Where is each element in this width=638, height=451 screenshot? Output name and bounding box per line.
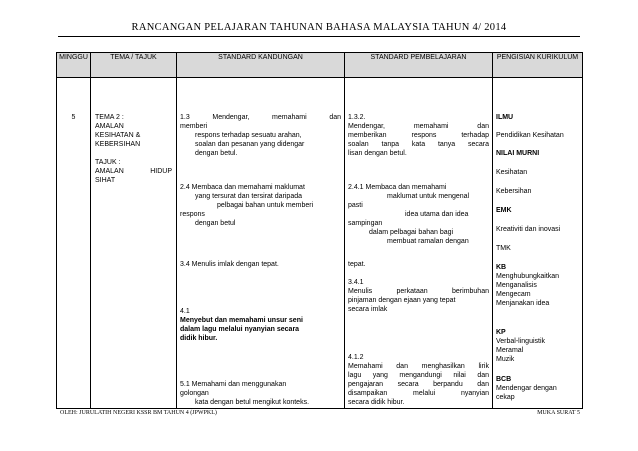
sp-word: soalan bbox=[348, 141, 369, 148]
sp-line: secara didik hibur. bbox=[348, 399, 405, 406]
pengisian-item: TMK bbox=[496, 245, 511, 252]
sp-line: sampingan bbox=[348, 220, 383, 227]
sk-line: didik hibur. bbox=[180, 335, 218, 342]
sp-line: 2.4.1 Membaca dan memahami bbox=[348, 184, 447, 191]
tajuk-word: HIDUP bbox=[150, 168, 172, 175]
sp-word: melalui bbox=[413, 390, 436, 397]
sp-line: membuat ramalan dengan bbox=[387, 238, 469, 245]
sk-word: 1.3 bbox=[180, 114, 190, 121]
pengisian-heading: BCB bbox=[496, 376, 512, 383]
sk-line: 3.4 Menulis imlak dengan tepat. bbox=[180, 261, 279, 268]
sp-line: dalam pelbagai bahan bagi bbox=[369, 229, 454, 236]
table-header-row bbox=[57, 53, 583, 78]
sk-line: yang tersurat dan tersirat daripada bbox=[195, 193, 303, 200]
tajuk-line bbox=[95, 168, 172, 176]
sp-line bbox=[348, 141, 489, 149]
tajuk-word: AMALAN bbox=[95, 168, 124, 175]
pengisian-heading: NILAI MURNI bbox=[496, 150, 540, 157]
cell-tema bbox=[91, 78, 177, 409]
sp-line bbox=[348, 390, 489, 398]
sp-word: dan bbox=[477, 381, 489, 388]
pengisian-item: Kebersihan bbox=[496, 188, 532, 195]
pengisian-heading: ILMU bbox=[496, 114, 514, 121]
tema-line: KESIHATAN & bbox=[95, 132, 141, 139]
tema-line: TEMA 2 : bbox=[95, 114, 124, 121]
sp-line: maklumat untuk mengenal bbox=[387, 193, 470, 200]
sp-word: nyanyian bbox=[460, 390, 489, 397]
header-tema: TEMA / TAJUK bbox=[91, 53, 177, 78]
header-standard-kandungan: STANDARD KANDUNGAN bbox=[177, 53, 345, 78]
pengisian-item: Menghubungkaitkan bbox=[496, 273, 560, 280]
page-title: RANCANGAN PELAJARAN TAHUNAN BAHASA MALAYSIA TAHUN 4/ 2014 bbox=[131, 22, 507, 33]
sp-word: terhadap bbox=[461, 132, 489, 139]
sp-word: kata bbox=[411, 141, 426, 148]
cell-standard-kandungan bbox=[177, 78, 345, 409]
footer-page-number: MUKA SURAT 5 bbox=[537, 410, 580, 416]
sk-line: dengan betul bbox=[195, 220, 236, 227]
pengisian-item: Meramal bbox=[496, 347, 524, 354]
sk-line: soalan dan pesanan yang didengar bbox=[195, 141, 305, 148]
sp-line bbox=[348, 288, 489, 296]
pengisian-item: Mengecam bbox=[496, 291, 531, 298]
sp-line: 4.1.2 bbox=[348, 354, 364, 361]
sk-line: 2.4 Membaca dan memahami maklumat bbox=[180, 184, 305, 191]
pengisian-item: Menjanakan idea bbox=[496, 300, 550, 307]
tajuk-line: SIHAT bbox=[95, 177, 116, 184]
pengisian-item: Menganalisis bbox=[496, 282, 537, 289]
pengisian-heading: EMK bbox=[496, 207, 512, 214]
sk-line: kata dengan betul mengikut konteks. bbox=[195, 399, 310, 406]
header-standard-pembelajaran: STANDARD PEMBELAJARAN bbox=[345, 53, 493, 78]
sp-line bbox=[348, 363, 489, 371]
pengisian-heading: KB bbox=[496, 264, 507, 271]
sp-line: lisan dengan betul. bbox=[348, 150, 407, 157]
sp-word: Menulis bbox=[348, 288, 373, 295]
sp-line: pasti bbox=[348, 202, 363, 209]
sk-word: memahami bbox=[272, 114, 307, 121]
footer-author: OLEH: JURULATIH NEGERI KSSR BM TAHUN 4 (JPWPKL) bbox=[60, 410, 217, 416]
week-number: 5 bbox=[71, 114, 76, 121]
sp-word: nilai bbox=[453, 372, 466, 379]
tema-line: KEBERSIHAN bbox=[95, 141, 141, 148]
sk-word: Mendengar, bbox=[212, 114, 250, 121]
table-row bbox=[57, 78, 583, 409]
pengisian-item: Muzik bbox=[496, 356, 515, 363]
cell-minggu bbox=[57, 78, 91, 409]
title-underline bbox=[58, 36, 580, 37]
pengisian-item: Mendengar dengan bbox=[496, 385, 557, 392]
sp-line: idea utama dan idea bbox=[405, 211, 469, 218]
sp-line bbox=[348, 132, 489, 140]
sp-line bbox=[348, 372, 489, 380]
pengisian-item: Kesihatan bbox=[496, 169, 528, 176]
sp-word: memberikan bbox=[348, 132, 387, 139]
sk-line: golongan bbox=[180, 390, 209, 397]
sp-word: berimbuhan bbox=[452, 288, 489, 295]
pengisian-heading: KP bbox=[496, 329, 506, 336]
sp-word: secara bbox=[397, 381, 419, 388]
sk-line: 5.1 Memahami dan menggunakan bbox=[180, 381, 287, 388]
sp-line bbox=[348, 123, 489, 131]
header-pengisian: PENGISIAN KURIKULUM bbox=[493, 53, 583, 78]
sk-line: dalam lagu melalui nyanyian secara bbox=[180, 326, 300, 333]
sp-word: Memahami bbox=[348, 363, 383, 370]
sp-line bbox=[348, 381, 489, 389]
sp-word: pengajaran bbox=[348, 381, 384, 388]
pengisian-item: cekap bbox=[496, 394, 515, 401]
sk-line bbox=[180, 114, 341, 122]
sp-word: secara bbox=[467, 141, 489, 148]
pengisian-item: Verbal-linguistik bbox=[496, 338, 546, 345]
sp-word: tanya bbox=[437, 141, 456, 148]
footer-rule bbox=[58, 408, 580, 409]
pengisian-item: Pendidikan Kesihatan bbox=[496, 132, 564, 139]
sk-line: pelbagai bahan untuk memberi bbox=[217, 202, 314, 209]
sp-line: 1.3.2. bbox=[348, 114, 366, 121]
sp-word: Mendengar, bbox=[348, 123, 385, 130]
sp-word: lagu bbox=[348, 372, 362, 379]
tajuk-line: TAJUK : bbox=[95, 159, 121, 166]
sp-word: tanpa bbox=[381, 141, 400, 148]
sp-word: respons bbox=[411, 132, 437, 139]
sk-line: memberi bbox=[180, 123, 208, 130]
sk-line: Menyebut dan memahami unsur seni bbox=[180, 317, 303, 324]
pengisian-item: Kreativiti dan inovasi bbox=[496, 226, 561, 233]
sp-word: dan bbox=[477, 123, 489, 130]
sp-word: dan bbox=[396, 363, 408, 370]
sp-line: tepat. bbox=[348, 261, 366, 268]
cell-pengisian bbox=[493, 78, 583, 409]
cell-standard-pembelajaran bbox=[345, 78, 493, 409]
tema-line: AMALAN bbox=[95, 123, 124, 130]
sp-line: pinjaman dengan ejaan yang tepat bbox=[348, 297, 456, 304]
sk-line: respons bbox=[180, 211, 205, 218]
sp-word: memahami bbox=[413, 123, 449, 130]
sp-word: menghasilkan bbox=[421, 363, 465, 370]
sk-line: respons terhadap sesuatu arahan, bbox=[195, 132, 302, 139]
sk-word: dan bbox=[329, 114, 341, 121]
sp-word: mengandungi bbox=[399, 372, 442, 379]
sp-word: lirik bbox=[478, 363, 489, 370]
sp-word: berpandu bbox=[433, 381, 463, 388]
sp-word: yang bbox=[372, 372, 388, 379]
sp-word: disampaikan bbox=[348, 390, 388, 397]
sp-line: secara imlak bbox=[348, 306, 388, 313]
sk-line: 4.1 bbox=[180, 308, 190, 315]
sp-word: dan bbox=[477, 372, 489, 379]
header-minggu: MINGGU bbox=[57, 53, 91, 78]
sp-line: 3.4.1 bbox=[348, 279, 364, 286]
sp-word: perkataan bbox=[396, 288, 428, 295]
lesson-plan-table bbox=[56, 52, 583, 409]
sk-line: dengan betul. bbox=[195, 150, 238, 157]
